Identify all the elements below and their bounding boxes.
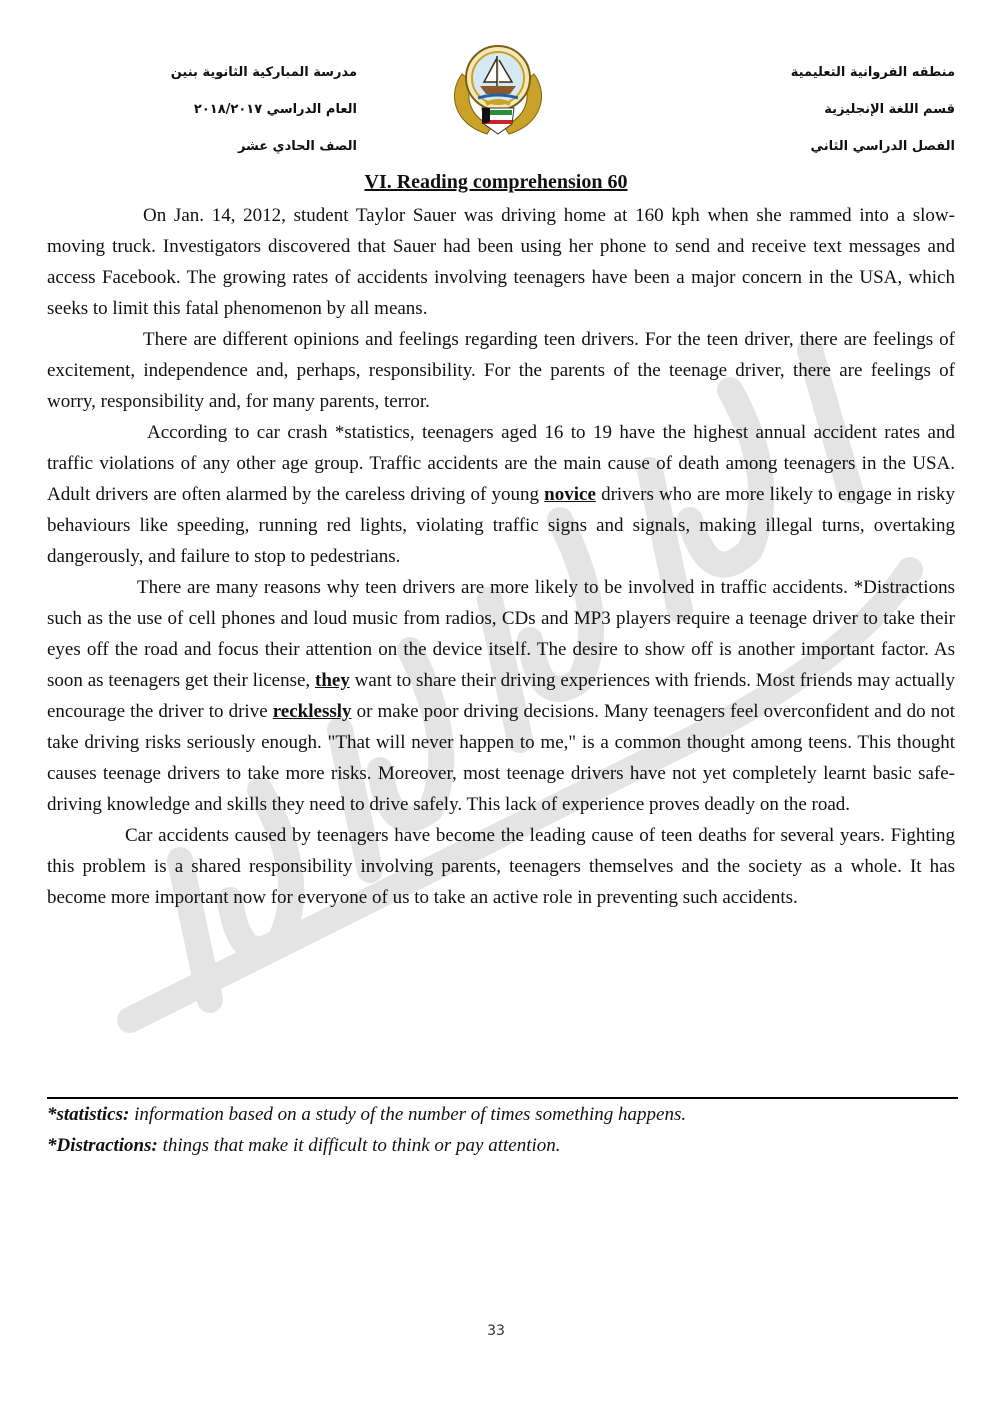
glossary-separator: :	[123, 1104, 135, 1125]
header-school: مدرسة المباركية الثانوية بنين	[170, 65, 357, 80]
glossary-definition: things that make it difficult to think or pay attention.	[162, 1135, 561, 1156]
paragraph-4-text-c: or make poor driving decisions. Many teenagers feel overconfident and do not take driving risks seriously enough. "That will never happen to me," is a common thought among teens. This thought causes teenage drivers to take more risks. Moreover, most teenage drivers have not yet completely learnt basic safe-driving knowledge and skills they need to drive safely. This lack of experience proves deadly on the road.	[47, 701, 955, 815]
paragraph-1: On Jan. 14, 2012, student Taylor Sauer was driving home at 160 kph when she rammed into a slow-moving truck. Investigators discovered that Sauer had been using her phone to send and receive text messages and access Facebook. The growing rates of accidents involving teenagers have been a major concern in the USA, which seeks to limit this fatal phenomenon by all means.	[47, 205, 955, 319]
paragraph-3	[47, 417, 955, 572]
glossary	[47, 1099, 958, 1161]
keyword-novice: novice	[544, 484, 596, 505]
header-academic-year: العام الدراسي ٢٠١٨/٢٠١٧	[193, 102, 357, 117]
glossary-separator: :	[151, 1135, 163, 1156]
header-grade: الصف الحادي عشر	[237, 139, 357, 154]
glossary-item	[47, 1099, 958, 1130]
keyword-recklessly: recklessly	[272, 701, 352, 722]
paragraph-4-text-a: There are many reasons why teen drivers are more likely to be involved in traffic accidents. *Distractions such as the use of cell phones and loud music from radios, CDs and MP3 players require a teenage driver to take their eyes off the road and focus their attention on the device itself. The desire to show off is another important factor. As soon as teenagers get their license,	[47, 577, 955, 691]
paragraph-2: There are different opinions and feelings regarding teen drivers. For the teen driver, there are feelings of excitement, independence and, perhaps, responsibility. For the parents of the teenage driver, there are feelings of worry, responsibility and, for many parents, terror.	[47, 329, 955, 412]
header-left-block	[170, 54, 357, 165]
paragraph-5: Car accidents caused by teenagers have become the leading cause of teen deaths for several years. Fighting this problem is a shared responsibility involving parents, teenagers themselves and the society as a whole. It has become more important now for everyone of us to take an active role in preventing such accidents.	[47, 825, 955, 908]
paragraph-4	[47, 572, 955, 820]
page-number: 33	[487, 1323, 505, 1339]
header-district: منطقه الفروانية التعليمية	[790, 65, 955, 80]
glossary-definition: information based on a study of the number of times something happens.	[134, 1104, 687, 1125]
paragraph-3-text-a: According to car crash *statistics, teenagers aged 16 to 19 have the highest annual accident rates and traffic violations of any other age group. Traffic accidents are the main cause of death among teenagers in the USA. Adult drivers are often alarmed by the careless driving of young	[47, 422, 955, 505]
section-title: VI. Reading comprehension 60	[364, 171, 628, 193]
reading-passage	[47, 200, 955, 913]
paragraph-3-text-b: drivers who are more likely to engage in risky behaviours like speeding, running red lights, violating traffic signs and signals, making illegal turns, overtaking dangerously, and failure to stop to pedestrians.	[47, 484, 955, 567]
glossary-term: *Distractions	[47, 1135, 152, 1156]
glossary-term: *statistics	[47, 1104, 124, 1125]
keyword-they: they	[315, 670, 350, 691]
header-right-block	[695, 54, 955, 165]
header-department: قسم اللغة الإنجليزية	[824, 102, 955, 117]
header-semester: الفصل الدراسي الثاني	[810, 139, 955, 154]
kuwait-national-emblem-icon	[442, 34, 554, 146]
paragraph-4-text-b: want to share their driving experiences with friends. Most friends may actually encourage the driver to drive	[47, 670, 955, 722]
glossary-item	[47, 1130, 958, 1161]
